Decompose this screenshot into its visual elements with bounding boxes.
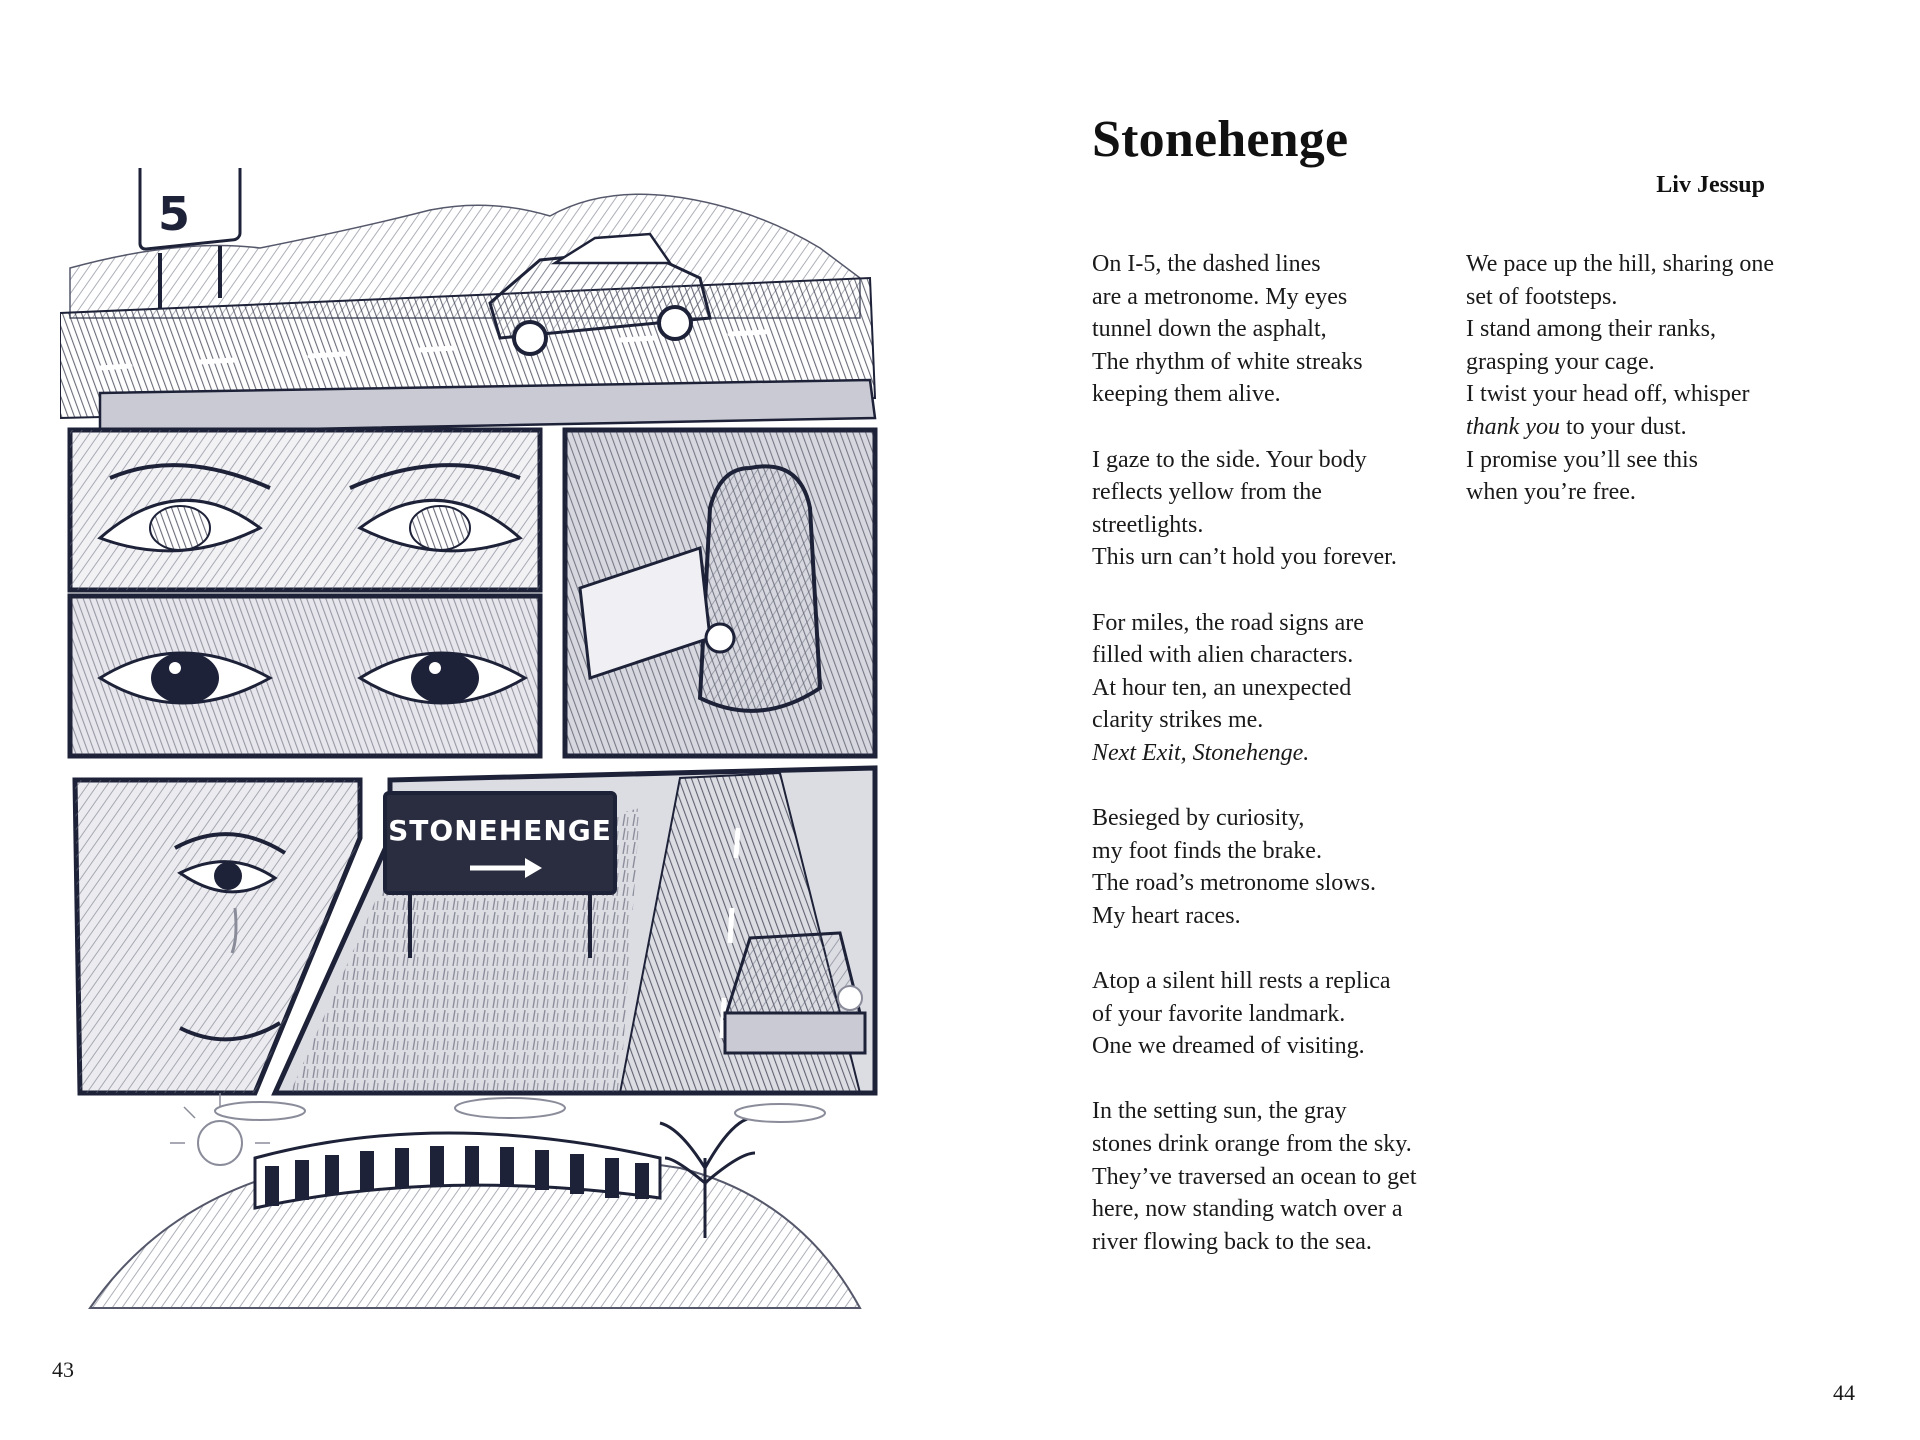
poem-line: are a metronome. My eyes xyxy=(1092,283,1348,310)
stanza-1 xyxy=(1092,248,1452,411)
comic-illustration xyxy=(60,168,920,1318)
poem-column-2 xyxy=(1466,248,1826,541)
poem-line: At hour ten, an unexpected xyxy=(1092,674,1352,701)
poem-line: In the setting sun, the gray xyxy=(1092,1098,1347,1125)
poem-line: tunnel down the asphalt, xyxy=(1092,316,1327,343)
poem-line: My heart races. xyxy=(1092,902,1241,929)
poem-line: One we dreamed of visiting. xyxy=(1092,1033,1365,1060)
stanza-6 xyxy=(1092,1095,1452,1258)
poem-line: I gaze to the side. Your body xyxy=(1092,446,1367,473)
poem-line: We pace up the hill, sharing one xyxy=(1466,251,1774,277)
poem-line: I promise you’ll see this xyxy=(1466,446,1698,473)
poem-line: stones drink orange from the sky. xyxy=(1092,1131,1412,1158)
poem-line: set of footsteps. xyxy=(1466,283,1618,310)
poem-line: river flowing back to the sea. xyxy=(1092,1228,1372,1255)
italic-phrase: thank you xyxy=(1466,413,1560,440)
poem-line: filled with alien characters. xyxy=(1092,642,1354,669)
highway-scene xyxy=(60,168,875,433)
page-number-right: 44 xyxy=(1833,1380,1855,1405)
poem-line: The rhythm of white streaks xyxy=(1092,348,1363,375)
poem-column-1 xyxy=(1092,248,1452,1291)
poem-line: clarity strikes me. xyxy=(1092,707,1264,734)
panel-eyes-bottom xyxy=(70,596,540,756)
poem-line: my foot finds the brake. xyxy=(1092,837,1322,864)
poem-line: For miles, the road signs are xyxy=(1092,609,1364,636)
panel-eyes-top xyxy=(70,430,540,590)
panel-exit-road xyxy=(275,768,875,1093)
interstate-sign-number: 5 xyxy=(158,187,191,241)
stanza-3 xyxy=(1092,607,1452,770)
stanza-4 xyxy=(1092,802,1452,932)
stanza-2 xyxy=(1092,444,1452,574)
poem-line: Besieged by curiosity, xyxy=(1092,805,1305,832)
poem-line-thank-you xyxy=(1466,411,1826,444)
poem-line-italic xyxy=(1092,737,1452,770)
poem-line: here, now standing watch over a xyxy=(1092,1196,1403,1223)
poem-title: Stonehenge xyxy=(1092,111,1349,168)
stanza-5 xyxy=(1092,965,1452,1063)
poem-line: I stand among their ranks, xyxy=(1466,316,1716,343)
stonehenge-hill-scene xyxy=(90,1093,860,1308)
page-number-left: 43 xyxy=(52,1357,74,1382)
poem-line: On I-5, the dashed lines xyxy=(1092,251,1321,277)
poem-line: This urn can’t hold you forever. xyxy=(1092,544,1397,571)
poem-line: streetlights. xyxy=(1092,511,1204,538)
line-rest: to your dust. xyxy=(1559,413,1687,440)
poem-line: keeping them alive. xyxy=(1092,381,1281,408)
exit-sign-label: STONEHENGE xyxy=(388,814,612,847)
poem-line: of your favorite landmark. xyxy=(1092,1000,1346,1027)
stanza-7 xyxy=(1466,248,1826,509)
right-page xyxy=(960,0,1920,1440)
poem-line: reflects yellow from the xyxy=(1092,479,1322,506)
panel-car-seat xyxy=(565,430,875,756)
poem-author: Liv Jessup xyxy=(1656,172,1765,198)
poem-line: when you’re free. xyxy=(1466,479,1636,506)
poem-line: grasping your cage. xyxy=(1466,348,1655,375)
car-rear-icon xyxy=(725,933,865,1053)
poem-line: I twist your head off, whisper xyxy=(1466,381,1750,408)
poem-line: The road’s metronome slows. xyxy=(1092,870,1376,897)
poem-line: Atop a silent hill rests a replica xyxy=(1092,968,1391,995)
poem-line: They’ve traversed an ocean to get xyxy=(1092,1163,1417,1190)
italic-line: Next Exit, Stonehenge. xyxy=(1092,739,1310,766)
